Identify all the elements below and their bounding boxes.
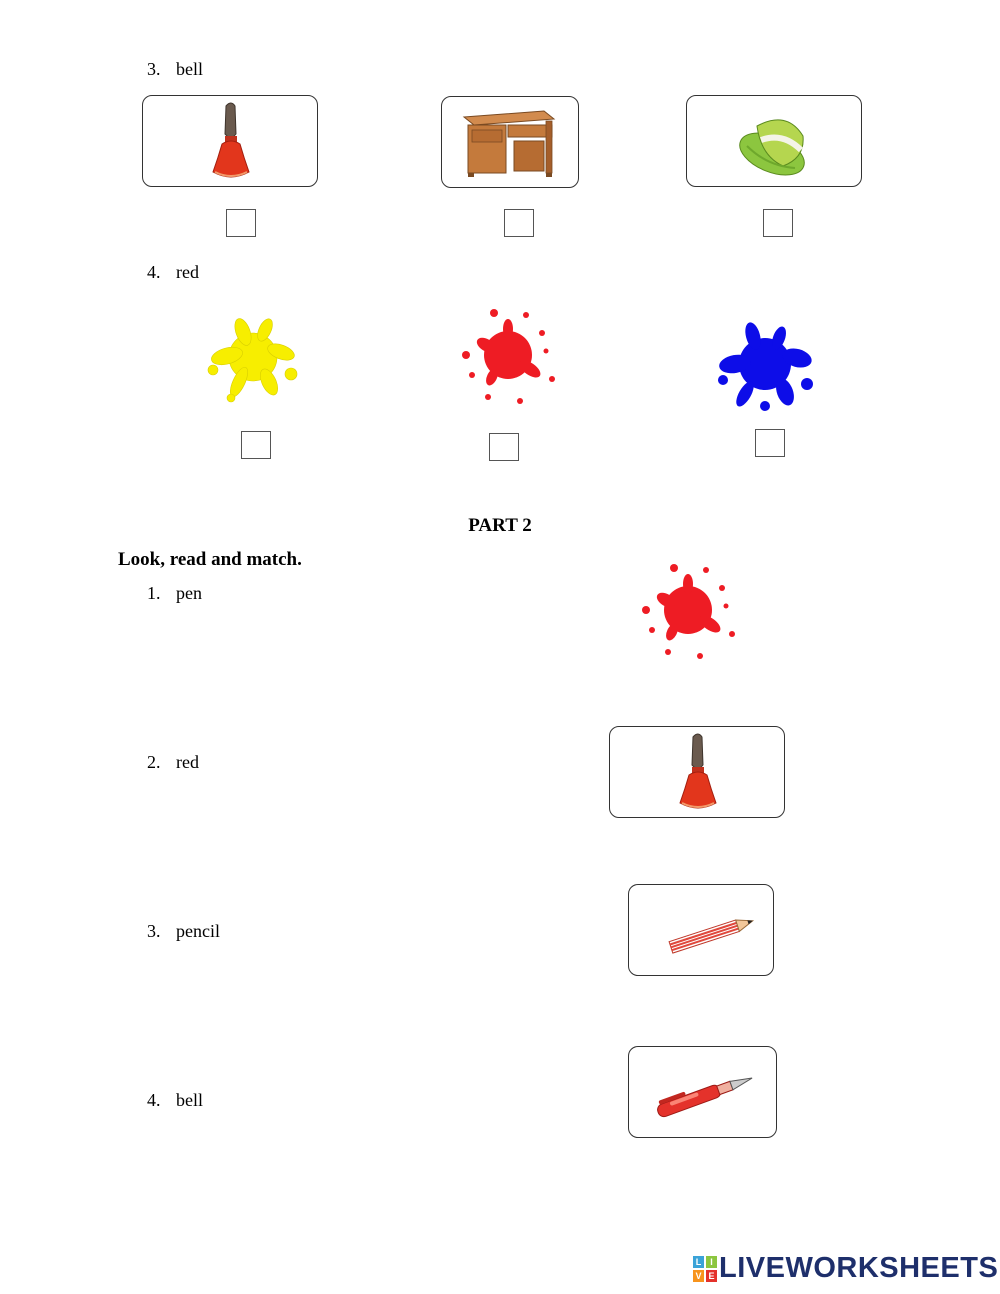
bell-icon: [143, 96, 319, 188]
option-card-hat: [686, 95, 862, 187]
liveworksheets-brand: LIVEWORKSHEETS: [719, 1252, 999, 1284]
answer-checkbox-bell[interactable]: [226, 209, 256, 237]
yellow-splash-icon: [203, 312, 303, 407]
logo-letter-e: E: [706, 1270, 717, 1282]
match-item-3-number: 3.: [147, 921, 161, 941]
hat-icon: [687, 96, 863, 188]
question-3-number: 3.: [147, 59, 161, 79]
answer-checkbox-desk[interactable]: [504, 209, 534, 237]
question-4-number: 4.: [147, 262, 161, 282]
blue-splash-icon: [715, 318, 817, 414]
part-2-instruction: Look, read and match.: [118, 549, 302, 570]
match-picture-red-splash[interactable]: [636, 560, 740, 664]
match-picture-bell[interactable]: [609, 726, 785, 818]
question-3-word: bell: [176, 59, 203, 79]
answer-checkbox-red[interactable]: [489, 433, 519, 461]
match-item-3-word[interactable]: pencil: [176, 921, 220, 941]
option-card-desk: [441, 96, 579, 188]
match-picture-pencil[interactable]: [628, 884, 774, 976]
bell-icon: [610, 727, 786, 819]
option-card-bell: [142, 95, 318, 187]
liveworksheets-logo-icon: [693, 1256, 717, 1282]
pencil-icon: [629, 885, 775, 977]
logo-letter-l: L: [693, 1256, 704, 1268]
answer-checkbox-yellow[interactable]: [241, 431, 271, 459]
answer-checkbox-hat[interactable]: [763, 209, 793, 237]
match-item-1-number: 1.: [147, 583, 161, 603]
question-4-word: red: [176, 262, 199, 282]
part-2-title: PART 2: [468, 515, 532, 536]
desk-icon: [442, 97, 580, 189]
red-splash-icon: [456, 305, 560, 409]
answer-checkbox-blue[interactable]: [755, 429, 785, 457]
match-picture-pen[interactable]: [628, 1046, 777, 1138]
pen-icon: [629, 1047, 778, 1139]
match-item-4-word[interactable]: bell: [176, 1090, 203, 1110]
logo-letter-v: V: [693, 1270, 704, 1282]
match-item-2-word[interactable]: red: [176, 752, 199, 772]
match-item-2-number: 2.: [147, 752, 161, 772]
match-item-1-word[interactable]: pen: [176, 583, 202, 603]
match-item-4-number: 4.: [147, 1090, 161, 1110]
logo-letter-i: I: [706, 1256, 717, 1268]
